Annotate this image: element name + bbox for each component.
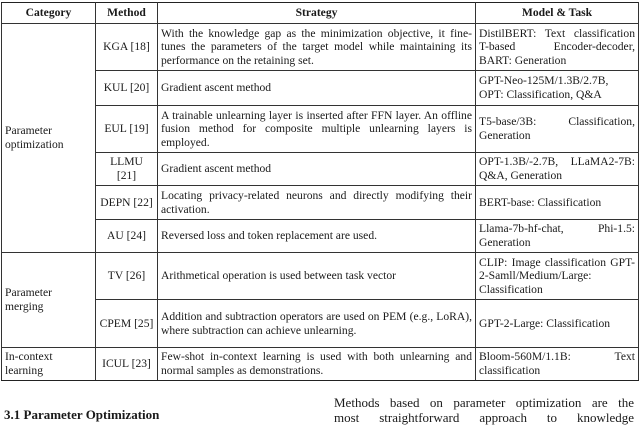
body-line: most straightforward approach to knowledge: [334, 410, 634, 425]
header-method: Method: [96, 3, 158, 24]
method-cell: AU [24]: [96, 220, 158, 253]
method-cell: LLMU [21]: [96, 153, 158, 186]
section-body-text: [334, 395, 634, 425]
model-task-cell: CLIP: Image classification GPT-2-Samll/Medium/Large: Classification: [476, 253, 639, 300]
strategy-cell: Addition and subtraction operators are used on PEM (e.g., LoRA), where subtraction can achieve unlearning.: [158, 300, 476, 348]
table-header-row: [2, 3, 639, 24]
method-cell: ICUL [23]: [96, 348, 158, 381]
table-row: [2, 300, 639, 348]
model-task-cell: DistilBERT: Text classification T-based Encoder-decoder, BART: Generation: [476, 24, 639, 71]
model-task-cell: GPT-Neo-125M/1.3B/2.7B, OPT: Classification, Q&A: [476, 71, 639, 106]
method-cell: CPEM [25]: [96, 300, 158, 348]
header-strategy: Strategy: [158, 3, 476, 24]
header-category: Category: [2, 3, 96, 24]
method-cell: KUL [20]: [96, 71, 158, 106]
table-row: [2, 153, 639, 186]
model-task-cell: Bloom-560M/1.1B: Text classification: [476, 348, 639, 381]
method-cell: TV [26]: [96, 253, 158, 300]
model-task-cell: BERT-base: Classification: [476, 186, 639, 220]
methods-table: [1, 2, 639, 381]
strategy-cell: Arithmetical operation is used between task vector: [158, 253, 476, 300]
table-row: [2, 186, 639, 220]
strategy-cell: Reversed loss and token replacement are used.: [158, 220, 476, 253]
category-cell: Parameter optimization: [2, 24, 96, 253]
table-row: [2, 106, 639, 153]
category-cell: Parameter merging: [2, 253, 96, 348]
strategy-cell: A trainable unlearning layer is inserted after FFN layer. An offline fusion method for composite multiple unlearning layers is employed.: [158, 106, 476, 153]
strategy-cell: Gradient ascent method: [158, 71, 476, 106]
model-task-cell: OPT-1.3B/-2.7B, LLaMA2-7B: Q&A, Generation: [476, 153, 639, 186]
header-model-task: Model & Task: [476, 3, 639, 24]
strategy-cell: Few-shot in-context learning is used with both unlearning and normal samples as demonstrations.: [158, 348, 476, 381]
model-task-cell: Llama-7b-hf-chat, Phi-1.5: Generation: [476, 220, 639, 253]
strategy-cell: With the knowledge gap as the minimization objective, it fine-tunes the parameters of the target model while maintaining its performance on the retaining set.: [158, 24, 476, 71]
table-row: [2, 220, 639, 253]
method-cell: EUL [19]: [96, 106, 158, 153]
model-task-cell: T5-base/3B: Classification, Generation: [476, 106, 639, 153]
section-heading: 3.1 Parameter Optimization: [4, 407, 160, 422]
table-row: [2, 253, 639, 300]
method-cell: DEPN [22]: [96, 186, 158, 220]
table-row: [2, 348, 639, 381]
method-cell: KGA [18]: [96, 24, 158, 71]
category-cell: In-context learning: [2, 348, 96, 381]
model-task-cell: GPT-2-Large: Classification: [476, 300, 639, 348]
strategy-cell: Locating privacy-related neurons and directly modifying their activation.: [158, 186, 476, 220]
strategy-cell: Gradient ascent method: [158, 153, 476, 186]
body-line: Methods based on parameter optimization are the: [334, 395, 634, 410]
table-row: [2, 71, 639, 106]
table-row: [2, 24, 639, 71]
